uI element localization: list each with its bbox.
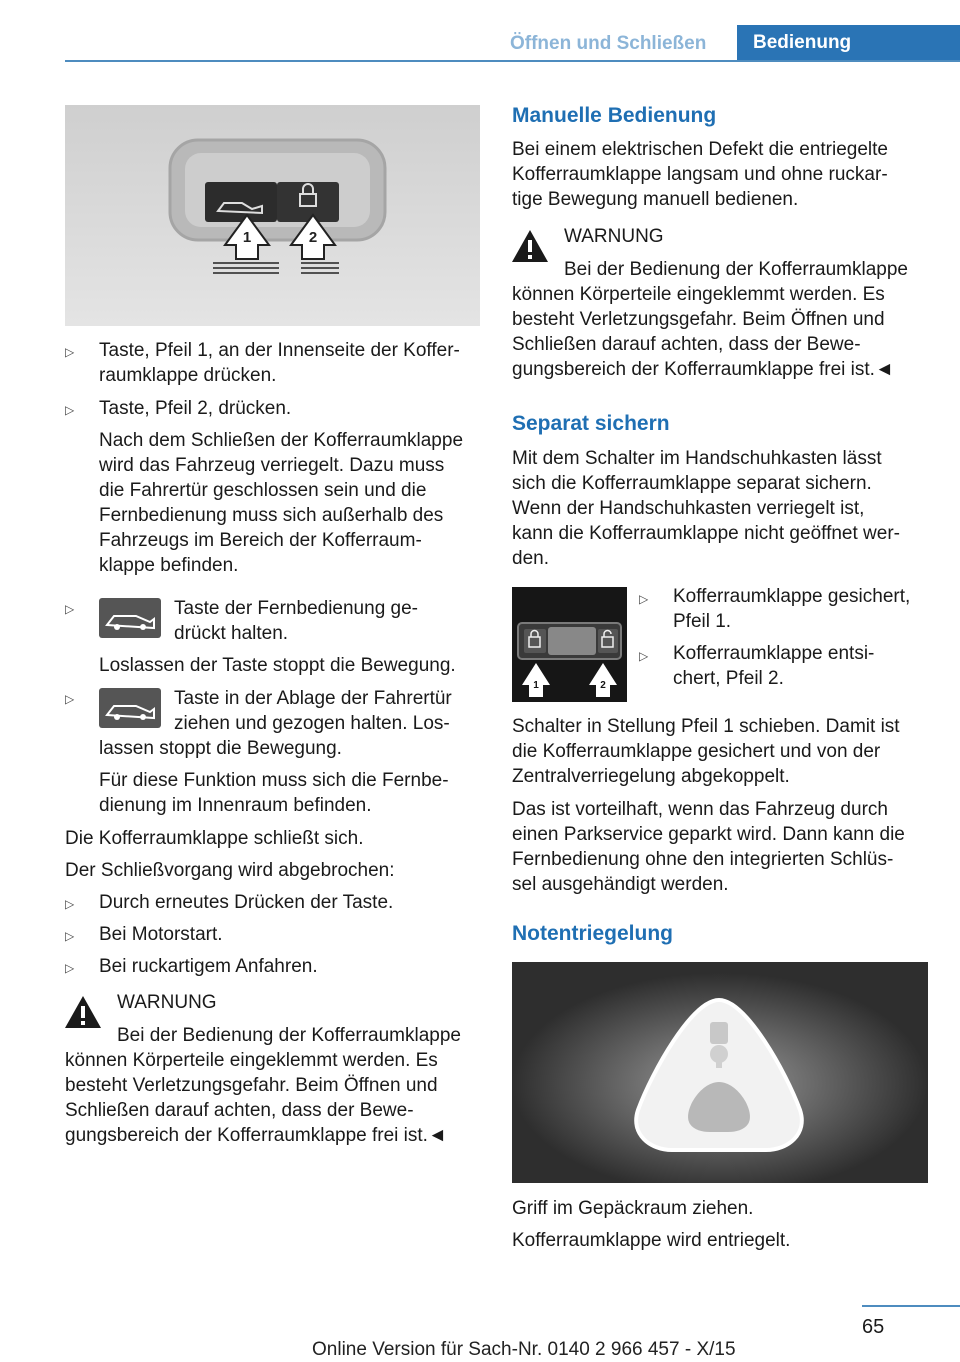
paragraph: Das ist vorteilhaft, wenn das Fahrzeug durch einen Parkservice geparkt wird. Dann kann die Fernbedienung ohne den integrierten Schlüs- sel ausgehändigt werden. <box>512 799 905 895</box>
list-item: Taste der Fernbedienung ge- drückt halten. <box>174 598 418 644</box>
bullet-triangle-icon: ▷ <box>65 961 75 975</box>
list-item: Taste in der Ablage der Fahrertür ziehen und gezogen halten. Los- <box>174 688 452 734</box>
car-tailgate-icon <box>99 688 161 728</box>
warning-line: Bei der Bedienung der Kofferraumklappe <box>117 1025 461 1046</box>
tailgate-buttons-photo <box>65 105 480 326</box>
list-item: Durch erneutes Drücken der Taste. <box>99 892 394 913</box>
list-item: Bei ruckartigem Anfahren. <box>99 956 318 977</box>
paragraph: Loslassen der Taste stoppt die Bewegung. <box>99 655 456 676</box>
list-item-cont: lassen stoppt die Bewegung. <box>99 738 342 759</box>
bullet-triangle-icon: ▷ <box>65 403 75 417</box>
bullet-triangle-icon: ▷ <box>65 929 75 943</box>
section-heading-manual: Manuelle Bedienung <box>512 104 717 127</box>
list-item: Kofferraumklappe entsi- chert, Pfeil 2. <box>673 643 875 689</box>
bullet-triangle-icon: ▷ <box>639 592 649 606</box>
paragraph: Schalter in Stellung Pfeil 1 schieben. Damit ist die Kofferraumklappe gesichert und von der Zentralverriegelung abgekoppelt. <box>512 716 900 787</box>
header-section-title: Öffnen und Schließen <box>510 33 707 54</box>
paragraph: Für diese Funktion muss sich die Fernbe- dienung im Innenraum befinden. <box>99 770 449 816</box>
warning-title: WARNUNG <box>564 226 664 247</box>
arrow-2-label: 2 <box>600 680 606 691</box>
warning-text: können Körperteile eingeklemmt werden. Es besteht Verletzungsgefahr. Beim Öffnen und Schließen darauf achten, dass der Bewe- gungsbereich der Kofferraumklappe frei ist.◄ <box>65 1050 447 1146</box>
footer-online-version: Online Version für Sach-Nr. 0140 2 966 457 - X/15 <box>312 1339 736 1360</box>
footer-rule <box>862 1305 960 1307</box>
arrow-1-label: 1 <box>533 680 539 691</box>
paragraph: Bei einem elektrischen Defekt die entriegelte Kofferraumklappe langsam und ohne ruckar- tige Bewegung manuell bedienen. <box>512 139 888 210</box>
emergency-release-photo <box>512 962 928 1183</box>
paragraph: Mit dem Schalter im Handschuhkasten lässt sich die Kofferraumklappe separat sichern. Wenn der Handschuhkasten verriegelt ist, kann die Kofferraumklappe nicht geöffnet wer- den. <box>512 448 900 569</box>
warning-icon <box>63 994 103 1030</box>
glovebox-switch-photo <box>512 587 627 702</box>
warning-title: WARNUNG <box>117 992 217 1013</box>
list-item: Bei Motorstart. <box>99 924 223 945</box>
bullet-triangle-icon: ▷ <box>65 897 75 911</box>
warning-line: Bei der Bedienung der Kofferraumklappe <box>564 259 908 280</box>
bullet-triangle-icon: ▷ <box>65 345 75 359</box>
warning-text: können Körperteile eingeklemmt werden. Es besteht Verletzungsgefahr. Beim Öffnen und Schließen darauf achten, dass der Bewe- gungsbereich der Kofferraumklappe frei ist.◄ <box>512 284 894 380</box>
bullet-triangle-icon: ▷ <box>639 649 649 663</box>
header-chapter-tab: Bedienung <box>737 25 960 60</box>
bullet-triangle-icon: ▷ <box>65 602 75 616</box>
lock-note-paragraph: Nach dem Schließen der Kofferraumklappe wird das Fahrzeug verriegelt. Dazu muss die Fahrertür geschlossen sein und die Fernbedienung muss sich außerhalb des Fahrzeugs im Bereich der Kofferraum- klappe befinden. <box>99 430 464 576</box>
paragraph: Kofferraumklappe wird entriegelt. <box>512 1230 791 1251</box>
arrow-1-label: 1 <box>242 229 252 246</box>
paragraph: Griff im Gepäckraum ziehen. <box>512 1198 754 1219</box>
paragraph: Der Schließvorgang wird abgebrochen: <box>65 860 395 881</box>
car-tailgate-icon <box>99 598 161 638</box>
arrow-2-label: 2 <box>308 229 318 246</box>
list-item: Kofferraumklappe gesichert, Pfeil 1. <box>673 586 911 632</box>
list-item: Taste, Pfeil 1, an der Innenseite der Koffer- raumklappe drücken. <box>99 340 460 386</box>
paragraph: Die Kofferraumklappe schließt sich. <box>65 828 364 849</box>
bullet-triangle-icon: ▷ <box>65 692 75 706</box>
warning-icon <box>510 228 550 264</box>
header-rule <box>65 60 960 62</box>
list-item: Taste, Pfeil 2, drücken. <box>99 398 292 419</box>
page-number: 65 <box>862 1316 885 1338</box>
section-heading-separat: Separat sichern <box>512 412 670 435</box>
section-heading-emergency: Notentriegelung <box>512 922 673 945</box>
